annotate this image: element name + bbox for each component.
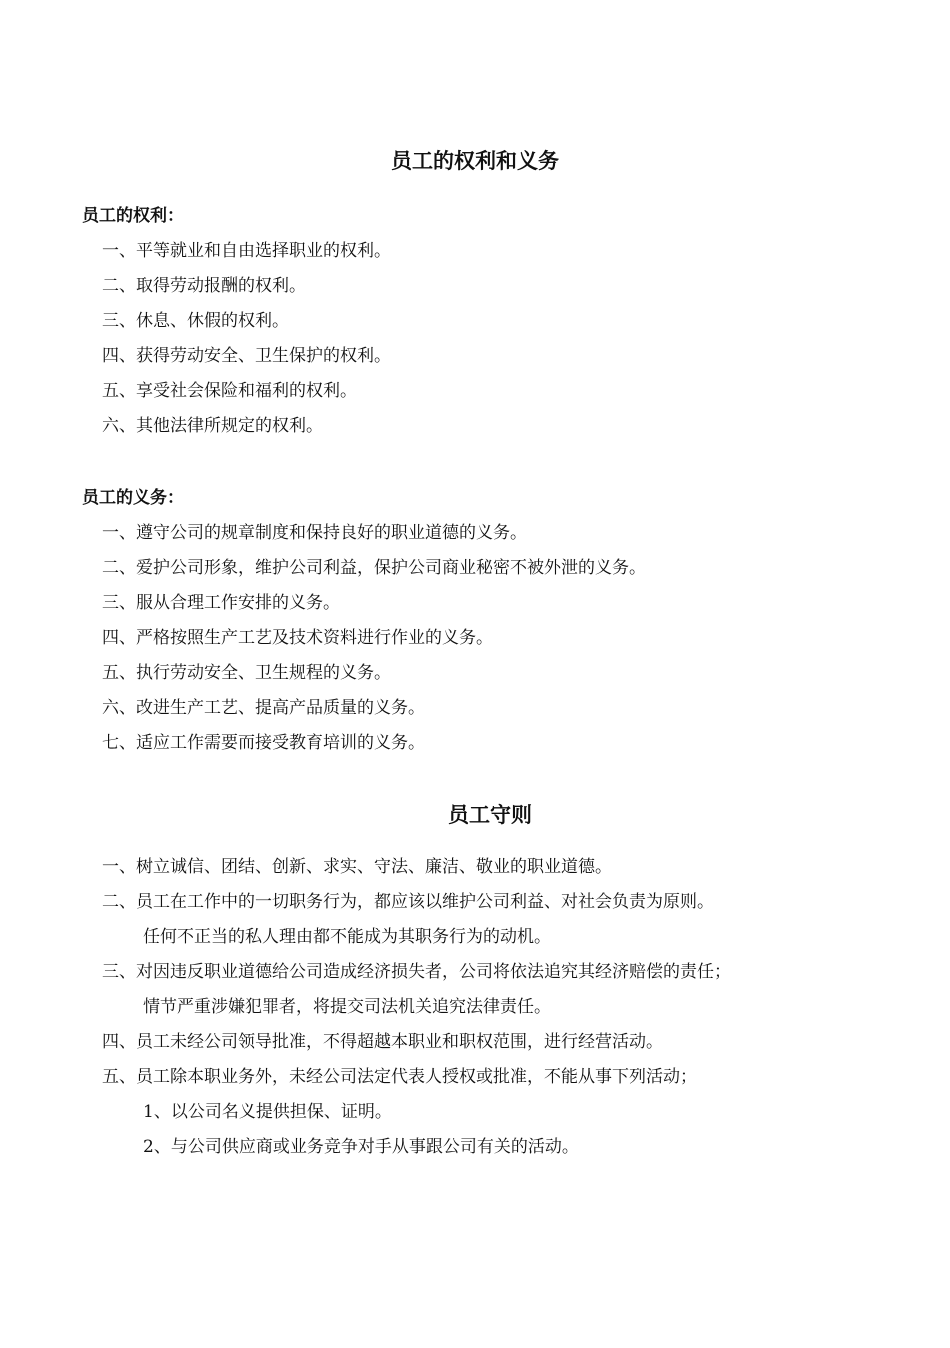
list-item: 一、树立诚信、团结、创新、求实、守法、廉洁、敬业的职业道德。	[102, 857, 612, 877]
list-item: 二、取得劳动报酬的权利。	[102, 276, 306, 296]
list-item: 五、执行劳动安全、卫生规程的义务。	[102, 663, 391, 683]
sub-list-item: 2、与公司供应商或业务竞争对手从事跟公司有关的活动。	[143, 1137, 579, 1157]
list-item: 五、员工除本职业务外，未经公司法定代表人授权或批准，不能从事下列活动；	[102, 1067, 697, 1087]
list-item: 六、其他法律所规定的权利。	[102, 416, 323, 436]
code-title: 员工守则	[448, 803, 532, 827]
code-list	[102, 855, 731, 1170]
document-title: 员工的权利和义务	[391, 149, 559, 173]
rights-list	[102, 239, 391, 449]
list-item: 六、改进生产工艺、提高产品质量的义务。	[102, 698, 425, 718]
duties-list	[102, 521, 646, 766]
list-item: 二、员工在工作中的一切职务行为，都应该以维护公司利益、对社会负责为原则。	[102, 892, 714, 912]
list-item: 三、休息、休假的权利。	[102, 311, 289, 331]
duties-heading: 员工的义务：	[82, 488, 184, 508]
list-item: 二、爱护公司形象，维护公司利益，保护公司商业秘密不被外泄的义务。	[102, 558, 646, 578]
list-item: 一、平等就业和自由选择职业的权利。	[102, 241, 391, 261]
list-item: 七、适应工作需要而接受教育培训的义务。	[102, 733, 425, 753]
list-item: 四、获得劳动安全、卫生保护的权利。	[102, 346, 391, 366]
rights-heading: 员工的权利：	[82, 206, 184, 226]
list-item: 四、员工未经公司领导批准，不得超越本职业和职权范围，进行经营活动。	[102, 1032, 663, 1052]
list-item-continuation: 任何不正当的私人理由都不能成为其职务行为的动机。	[143, 927, 551, 947]
list-item: 三、对因违反职业道德给公司造成经济损失者，公司将依法追究其经济赔偿的责任；	[102, 962, 731, 982]
list-item: 一、遵守公司的规章制度和保持良好的职业道德的义务。	[102, 523, 527, 543]
list-item: 五、享受社会保险和福利的权利。	[102, 381, 357, 401]
sub-list-item: 1、以公司名义提供担保、证明。	[143, 1102, 392, 1122]
list-item: 四、严格按照生产工艺及技术资料进行作业的义务。	[102, 628, 493, 648]
list-item-continuation: 情节严重涉嫌犯罪者，将提交司法机关追究法律责任。	[143, 997, 551, 1017]
list-item: 三、服从合理工作安排的义务。	[102, 593, 340, 613]
